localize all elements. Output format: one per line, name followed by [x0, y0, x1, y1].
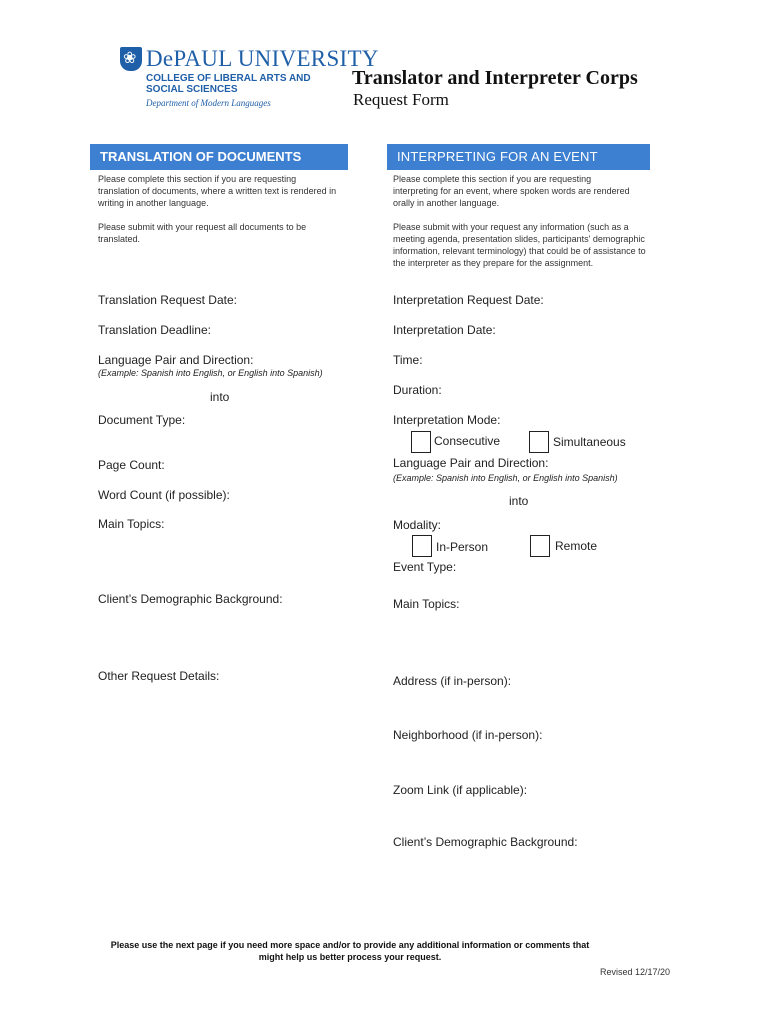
- interpreting-language-example: (Example: Spanish into English, or English into Spanish): [393, 473, 618, 483]
- neighborhood-label: Neighborhood (if in-person):: [393, 728, 543, 742]
- college-name: COLLEGE OF LIBERAL ARTS AND SOCIAL SCIENCES: [146, 73, 311, 95]
- simultaneous-label: Simultaneous: [553, 435, 626, 449]
- document-type-label: Document Type:: [98, 413, 186, 427]
- university-shield-icon: [120, 47, 142, 71]
- interpreting-language-pair-label: Language Pair and Direction:: [393, 456, 549, 470]
- form-title: Translator and Interpreter Corps: [352, 67, 638, 89]
- revised-date: Revised 12/17/20: [600, 967, 671, 977]
- department-name: Department of Modern Languages: [146, 98, 271, 108]
- other-request-details-label: Other Request Details:: [98, 669, 220, 683]
- in-person-checkbox[interactable]: [412, 535, 432, 557]
- translation-main-topics-label: Main Topics:: [98, 517, 165, 531]
- in-person-label: In-Person: [436, 540, 489, 554]
- event-type-label: Event Type:: [393, 560, 457, 574]
- form-subtitle: Request Form: [353, 90, 449, 109]
- interpretation-request-date-label: Interpretation Request Date:: [393, 293, 544, 307]
- translation-into-label: into: [210, 390, 230, 404]
- remote-label: Remote: [555, 539, 598, 553]
- translation-language-pair-label: Language Pair and Direction:: [98, 353, 254, 367]
- interpretation-mode-label: Interpretation Mode:: [393, 413, 501, 427]
- word-count-label: Word Count (if possible):: [98, 488, 230, 502]
- translation-deadline-label: Translation Deadline:: [98, 323, 211, 337]
- footer-note: Please use the next page if you need more space and/or to provide any additional information or comments that might help us better process your request.: [110, 940, 590, 962]
- zoom-link-label: Zoom Link (if applicable):: [393, 783, 528, 797]
- interpreting-client-background-label: Client’s Demographic Background:: [393, 835, 578, 849]
- interpreting-section-header: INTERPRETING FOR AN EVENT: [387, 144, 650, 170]
- interpreting-instructions-2: Please submit with your request any information (such as a meeting agenda, presentation slides, participants' demographic information, relevant terminology) that could be of assistance to the interpreter as they prepare for the assignment.: [393, 222, 646, 268]
- modality-label: Modality:: [393, 518, 442, 532]
- translation-section-header: TRANSLATION OF DOCUMENTS: [90, 144, 348, 170]
- interpreting-instructions-1: Please complete this section if you are requesting interpreting for an event, where spoken words are rendered orally in another language.: [393, 174, 630, 208]
- translation-instructions-1: Please complete this section if you are requesting translation of documents, where a written text is rendered in writing in another language.: [98, 174, 337, 208]
- simultaneous-checkbox[interactable]: [529, 431, 549, 453]
- translation-language-example: (Example: Spanish into English, or English into Spanish): [98, 368, 323, 378]
- remote-checkbox[interactable]: [530, 535, 550, 557]
- interpretation-time-label: Time:: [393, 353, 423, 367]
- interpretation-duration-label: Duration:: [393, 383, 442, 397]
- university-name: DePAUL UNIVERSITY: [146, 46, 379, 71]
- interpreting-into-label: into: [509, 494, 529, 508]
- translation-request-date-label: Translation Request Date:: [98, 293, 237, 307]
- address-label: Address (if in-person):: [393, 674, 512, 688]
- consecutive-label: Consecutive: [434, 434, 501, 448]
- consecutive-checkbox[interactable]: [411, 431, 431, 453]
- page-count-label: Page Count:: [98, 458, 165, 472]
- translation-instructions-2: Please submit with your request all documents to be translated.: [98, 222, 307, 244]
- interpretation-date-label: Interpretation Date:: [393, 323, 496, 337]
- interpreting-main-topics-label: Main Topics:: [393, 597, 460, 611]
- translation-client-background-label: Client’s Demographic Background:: [98, 592, 283, 606]
